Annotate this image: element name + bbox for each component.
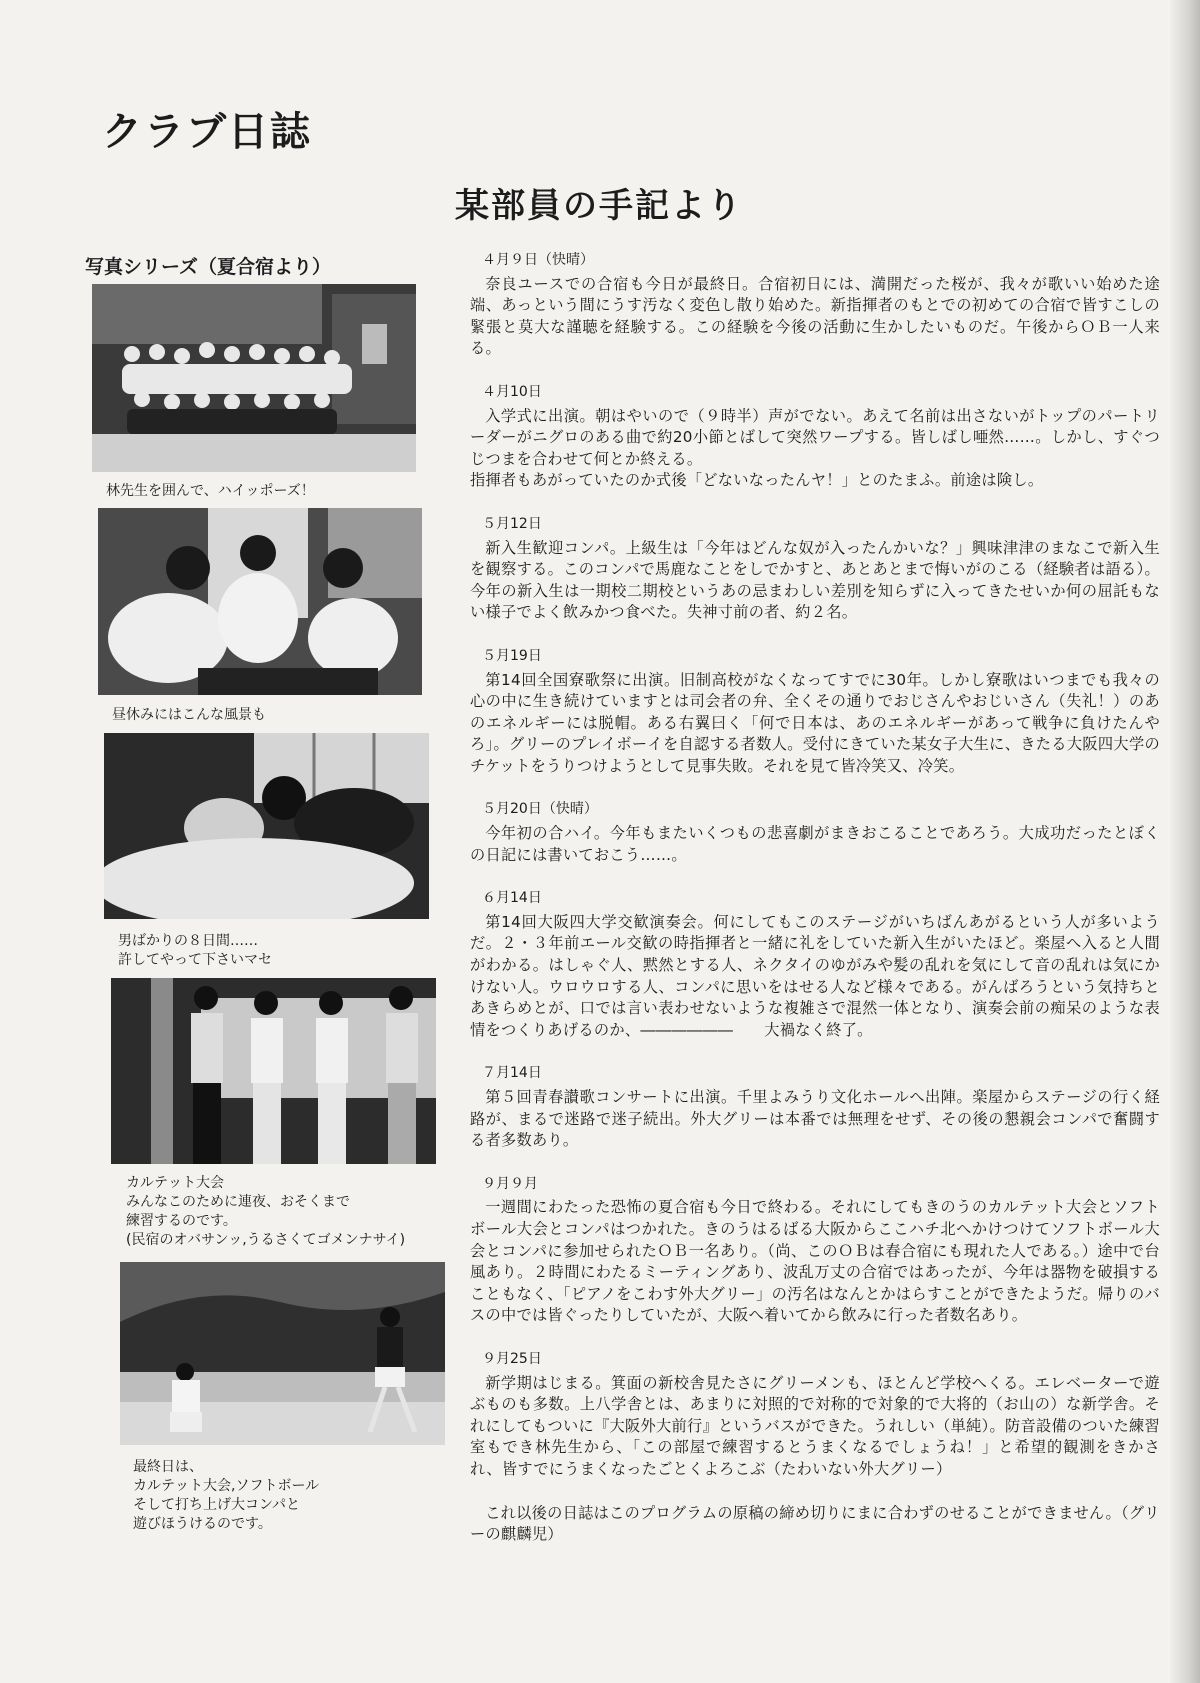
photo-caption-4: カルテット大会 みんなこのために連夜、おそくまで 練習するのです。 (民宿のオバサンッ,うるさくてゴメンナサイ)	[126, 1175, 406, 1248]
entry-date: ５月20日（快晴）	[482, 801, 598, 818]
entry-date: ９月25日	[482, 1350, 542, 1367]
entry-date: ９月９月	[482, 1175, 538, 1192]
diary-entry	[470, 250, 1160, 360]
diary-entry	[470, 514, 1160, 624]
photo-softball	[120, 1262, 445, 1445]
photo-group	[92, 284, 416, 472]
diary-entry	[470, 1174, 1160, 1327]
photo-caption-3: 男ばかりの８日間…… 許してやって下さいマセ	[118, 933, 272, 968]
entry-date: ７月14日	[482, 1065, 542, 1082]
entry-text: 第14回大阪四大学交歓演奏会。何にしてもこのステージがいちばんあがるという人が多いようだ。２・３年前エール交歓の時指揮者と一緒に礼をしていた新入生がいたほど。楽屋へ入ると人間がわかる。はしゃぐ人、黙然とする人、ネクタイのゆがみや髪の乱れを気にして音の乱れは気にかけない人。ウロウロする人、コンパに思いをはせる人など様々である。がんばろうという気持ちとあきらめとが、口では言い表わせないような複雑さで混然一体となり、演奏会前の痴呆のような表情をつくりあげるのか、―――――― 大禍なく終了。	[470, 912, 1160, 1039]
entry-date: ４月９日（快晴）	[482, 252, 594, 268]
entry-date: ５月19日	[482, 647, 542, 664]
article-title: 某部員の手記より	[455, 186, 743, 226]
diary-entry	[470, 799, 1160, 866]
section-title: クラブ日誌	[102, 109, 312, 155]
photo-series-title: 写真シリーズ（夏合宿より）	[85, 256, 332, 278]
photo-caption-5: 最終日は、 カルテット大会,ソフトボール そして打ち上げ大コンパと 遊びほうけるのです。	[133, 1459, 320, 1532]
photo-caption-2: 昼休みにはこんな風景も	[112, 707, 266, 723]
closing-note: これ以後の日誌はこのプログラムの原稿の締め切りにまに合わずのせることができません。（グリーの麒麟児）	[470, 1503, 1160, 1544]
page-edge	[1170, 0, 1200, 1683]
entry-text: 奈良ユースでの合宿も今日が最終日。合宿初日には、満開だった桜が、我々が歌いい始めた途端、あっという間にうす汚なく変色し散り始めた。新指揮者のもとでの初めての合宿で皆すこしの緊張と莫大な謹聴を経験する。この経験を今後の活動に生かしたいものだ。午後からＯＢ一人来る。	[470, 274, 1160, 358]
diary-entry	[470, 646, 1160, 778]
entry-text: 新入生歓迎コンパ。上級生は「今年はどんな奴が入ったんかいな？」興味津津のまなこで新入生を観察する。このコンパで馬鹿なことをしでかすと、あとあとまで悔いがのこる（経験者は語る）。今年の新入生は一期校二期校というあの忌まわしい差別を知らずに入ってきたせいか何の屈託もない様子でよく飲みかつ食べた。失神寸前の者、約２名。	[470, 538, 1160, 622]
diary-entry	[470, 382, 1160, 492]
entry-text: 第５回青春讃歌コンサートに出演。千里よみうり文化ホールへ出陣。楽屋からステージの行く経路が、まるで迷路で迷子続出。外大グリーは本番では無理をせず、その後の懇親会コンパで奮闘する者多数あり。	[470, 1088, 1160, 1150]
diary-entry	[470, 888, 1160, 1041]
entry-date: ６月14日	[482, 890, 542, 907]
entry-text: 入学式に出演。朝はやいので（９時半）声がでない。あえて名前は出さないがトップのパートリーダーがニグロのある曲で約20小節とばして突然ワープする。皆しばし唖然……。しかし、すぐつじつまを合わせて何とか終える。 指揮者もあがっていたのか式後「どないなったんヤ！」とのたまふ。前途は険し。	[470, 406, 1160, 490]
entry-text: 新学期はじまる。箕面の新校舎見たさにグリーメンも、ほとんど学校へくる。エレベーターで遊ぶものも多数。上八学舎とは、あまりに対照的で対称的で対象的で大将的（お山の）な新学舎。それにしてもついに『大阪外大前行』というバスができた。うれしい（単純）。防音設備のついた練習室もでき林先生から、「この部屋で練習するとうまくなるでしょうね！」と希望的観測をきかされ、皆すでにうまくなったごとくよろこぶ（たわいない外大グリー）	[470, 1373, 1160, 1478]
photo-caption-1: 林先生を囲んで、ハイッポーズ！	[106, 483, 315, 499]
entry-date: ５月12日	[482, 515, 542, 532]
photo-sleeping	[104, 733, 429, 919]
entry-date: ４月10日	[482, 383, 542, 400]
entry-text: 一週間にわたった恐怖の夏合宿も今日で終わる。それにしてもきのうのカルテット大会とソフトボール大会とコンパはつかれた。きのうはるばる大阪からここハチ北へかけつけてソフトボール大会とコンパに参加せられたＯＢ一名あり。（尚、このＯＢは春合宿にも現れた人である。）途中で台風あり。２時間にわたるミーティングあり、波乱万丈の合宿ではあったが、今年は器物を破損することもなく、「ピアノをこわす外大グリー」の汚名はなんとかはらすことができたようだ。帰りのバスの中では皆ぐったりしていたが、大阪へ着いてから飲みに行った者数名あり。	[470, 1198, 1160, 1325]
diary-entry	[470, 1349, 1160, 1481]
diary-entry	[470, 1063, 1160, 1151]
entry-text: 第14回全国寮歌祭に出演。旧制高校がなくなってすでに30年。しかし寮歌はいつまでも我々の心の中に生き続けていますとは司会者の弁、全くその通りでおじさんやおじいさん（失礼！）のあのエネルギーには脱帽。ある右翼曰く「何で日本は、あのエネルギーがあって戦争に負けたんやろ」。グリーのプレイボーイを自認する者数人。受付にきていた某女子大生に、きたる大阪四大学のチケットをうりつけようとして見事失敗。それを見て皆冷笑又、冷笑。	[470, 670, 1160, 775]
entry-text: 今年初の合ハイ。今年もまたいくつもの悲喜劇がまきおこることであろう。大成功だったとぼくの日記には書いておこう……。	[470, 824, 1160, 864]
photo-lunch-break	[98, 508, 422, 695]
diary-entries	[470, 250, 1160, 1546]
photo-quartet	[111, 978, 436, 1164]
